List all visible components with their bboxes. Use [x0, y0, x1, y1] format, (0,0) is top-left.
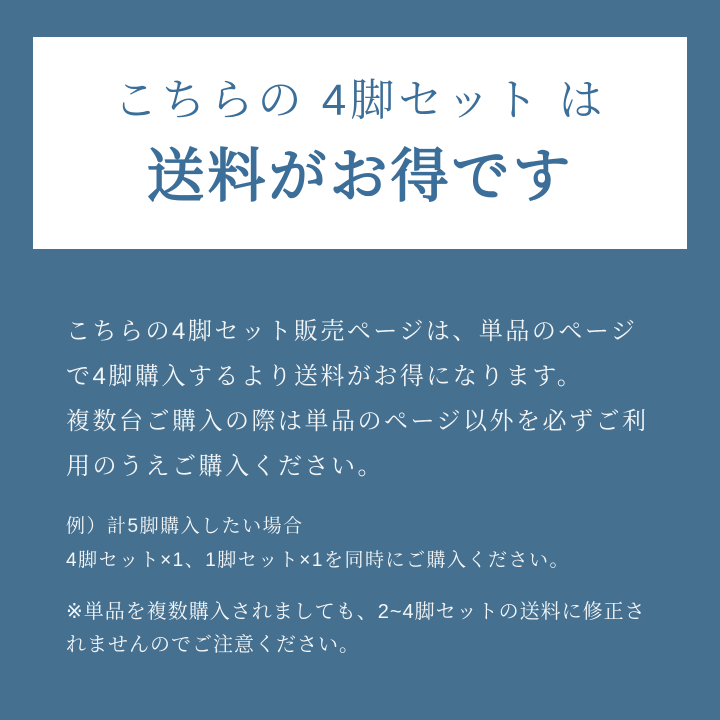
body-content	[66, 248, 680, 662]
paragraph-line: で4脚購入するより送料がお得になります。	[66, 363, 584, 390]
example-line: 例）計5脚購入したい場合	[66, 516, 304, 537]
headline-line-2: 送料がお得です	[146, 143, 574, 209]
example-line: 4脚セット×1、1脚セット×1を同時にご購入ください。	[66, 550, 570, 571]
headline-line-1: こちらの 4脚セット は	[113, 75, 607, 125]
note-line: ※単品を複数購入されましても、2~4脚セットの送料に修正さ	[66, 601, 646, 623]
note-line: れませんのでご注意ください。	[66, 634, 360, 656]
paragraph-line: こちらの4脚セット販売ページは、単品のページ	[66, 318, 638, 345]
main-paragraph	[66, 309, 680, 489]
headline-box	[33, 37, 687, 249]
example-block	[66, 510, 680, 578]
paragraph-line: 用のうえご購入ください。	[66, 453, 384, 480]
paragraph-line: 複数台ご購入の際は単品のページ以外を必ずご利	[66, 408, 649, 435]
caution-note	[66, 596, 680, 662]
